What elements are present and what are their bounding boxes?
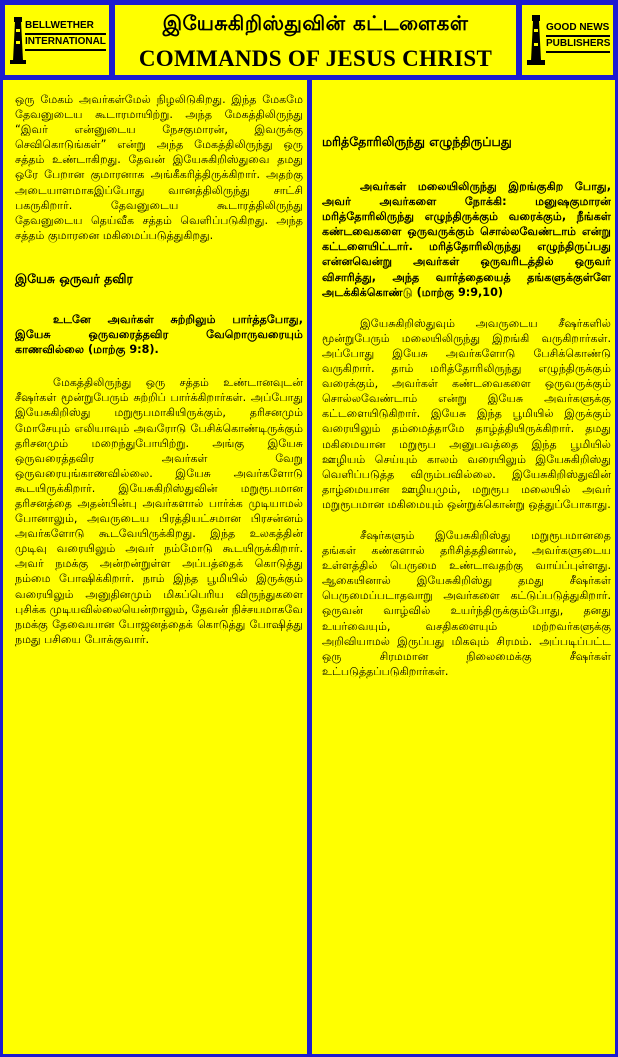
body-paragraph: இயேசுகிறிஸ்துவும் அவருடைய சீஷர்களில் மூன்றுபேரும் மலையிலிருந்து இறங்கி வருகிறார்கள். அப்போது இயேசு அவர்களோடு பேசிக்கொண்டு வருகிறார். தாம் மரித்தோரிலிருந்து எழுந்திருக்கும் வரைக்கும், அவர்கள் கண்டவைகளை ஒருவருக்கும் சொல்லவேண்டாம் என்று இயேசு அவர்களுக்கு கட்டளையிடுகிறார். இயேசு இந்த பூமியில் இருக்கும் வரையிலும் தம்மைத்தாமே தாழ்த்தியிருக்கிறார். தமது மகிமையான மறுரூப அனுபவத்தை இந்த பூமியில் ஊழியம் செய்யும் காலம் வரையிலும் இயேசுகிறிஸ்து வெளிப்படுத்த விரும்பவில்லை. இயேசுகிறிஸ்துவின் தாழ்மையான ஊழியமும், மறுரூப மலையில் அவர் மறுரூபமான மகிமையும் ஒன்றுக்கொன்று ஒத்துப்போகாது. — [322, 316, 611, 511]
good-news-logo — [520, 3, 615, 77]
intro-paragraph: ஒரு மேகம் அவர்கள்மேல் நிழலிடுகிறது. இந்த மேகமே தேவனுடைய கூடாரமாயிற்று. அந்த மேகத்திலிருந்து “இவர் என்னுடைய நேசகுமாரன், இவருக்கு செவிகொடுங்கள்” என்று அந்த மேகத்திலிருந்து ஒரு சத்தம் உண்டாகிறது. தேவன் இயேசுகிறிஸ்துவை தமது ஒரே பேறான குமாரனாக அங்கீகரித்திருக்கிறார். அதற்கு அடையாளமாகஇப்போது வானத்திலிருந்து சாட்சி பகருகிறார். தேவனுடைய கூடாரத்திலிருந்து தேவனுடைய தெய்வீக சத்தம் வெளிப்படுகிறது. அந்த சத்தம் குமாரனை மகிமைப்படுத்துகிறது. — [15, 93, 303, 242]
left-column — [3, 80, 307, 1054]
header — [3, 3, 615, 77]
scripture-verse: அவர்கள் மலையிலிருந்து இறங்குகிற போது, அவர் அவர்களை நோக்கி: மனுஷகுமாரன் மரித்தோரிலிருந்து எழுந்திருக்கும் வரைக்கும், நீங்கள் கண்டவைகளை ஒருவருக்கும் சொல்லவேண்டாம் என்று கட்டளையிட்டார். மரித்தோரிலிருந்து எழுந்திருப்பது என்னவென்று அவர்கள் ஒருவரிடத்தில் ஒருவர் விசாரித்து, அந்த வார்த்தையைத் தங்களுக்குள்ளே அடக்கிக்கொண்டு (மாற்கு 9:9,10) — [322, 180, 611, 299]
bellwether-logo — [3, 3, 111, 77]
body-paragraph: சீஷர்களும் இயேசுகிறிஸ்து மறுரூபமானதை தங்கள் கண்களால் தரிசித்ததினால், அவர்களுடைய உள்ளத்தில் பெருமை உண்டாவதற்கு வாய்ப்புள்ளது. ஆகையினால் இயேசுகிறிஸ்து தமது சீஷர்கள் பெருமைப்படாதவாறு அவர்களை கட்டுப்படுத்துகிறார். ஒருவன் வாழ்வில் உயர்ந்திருக்கும்போது, தனது உயர்வையும், வசதிகளையும் மற்றவர்களுக்கு அறிவியாமல் இருப்பது மிகவும் சிரமம். அப்படிப்பட்ட ஒரு சிரமமான நிலைமைக்கு சீஷர்கள் உட்படுத்தப்படுகிறார்கள். — [322, 528, 611, 678]
title-english: COMMANDS OF JESUS CHRIST — [138, 46, 493, 71]
body-paragraph: மேகத்திலிருந்து ஒரு சத்தம் உண்டானவுடன் சீஷர்கள் மூன்றுபேரும் சுற்றிப் பார்க்கிறார்கள். அப்போது இயேசுகிறிஸ்து மறுரூபமாகியிருக்கும், தரிசனமும் மோசேயும் எலியாவும் அவரோடு பேசிக்கொண்டிருக்கும் தரிசனமும் மறைந்துபோயிற்று. அங்கு இயேசு ஒருவரைத்தவிர அவர்கள் வேறு ஒருவரையுங்காணவில்லை. இயேசு அவர்களோடு கூடயிருக்கிறார். இயேசுகிறிஸ்துவின் மறுரூபமான தரிசனத்தை அதன்பின்பு அவர்களால் பார்க்க முடியாமல் போனாலும், அவருடைய பிரத்தியட்சமான பிரசன்னம் அவர்களோடு கூடவேயிருக்கிறது. இந்த உலகத்தின் முடிவு வரையிலும் அவர் நம்மோடு கூடயிருக்கிறார். அவர் நமக்கு அன்றன்றுள்ள அப்பத்தைக் கொடுத்து நம்மை போஷிக்கிறார். நாம் இந்த பூமியில் இருக்கும் வரையிலும் அனுதினமும் மிகப்பெரிய விருந்துகளை புசிக்க முடியவில்லையென்றாலும், தேவன் நிச்சயமாகவே நமக்கு தேவையான போஜனத்தைக் கொடுத்து போஷித்து நமது பசியை போக்குவார். — [15, 376, 303, 646]
good-news-logo-text: GOOD NEWS PUBLISHERS — [546, 21, 610, 53]
right-column — [312, 80, 615, 1054]
bellwether-logo-text: BELLWETHER INTERNATIONAL — [25, 19, 106, 51]
lighthouse-icon — [525, 13, 547, 67]
section-heading-resurrection: மரித்தோரிலிருந்து எழுந்திருப்பது — [322, 134, 512, 149]
title-tamil: இயேசுகிறிஸ்துவின் கட்டளைகள் — [162, 11, 469, 35]
title-box — [113, 3, 518, 77]
scripture-verse: உடனே அவர்கள் சுற்றிலும் பார்த்தபோது, இயேசு ஒருவரைத்தவிர வேறொருவரையும் காணவில்லை (மாற்கு 9:8). — [15, 312, 303, 357]
section-heading-jesus-only: இயேசு ஒருவர் தவிர — [15, 270, 133, 286]
